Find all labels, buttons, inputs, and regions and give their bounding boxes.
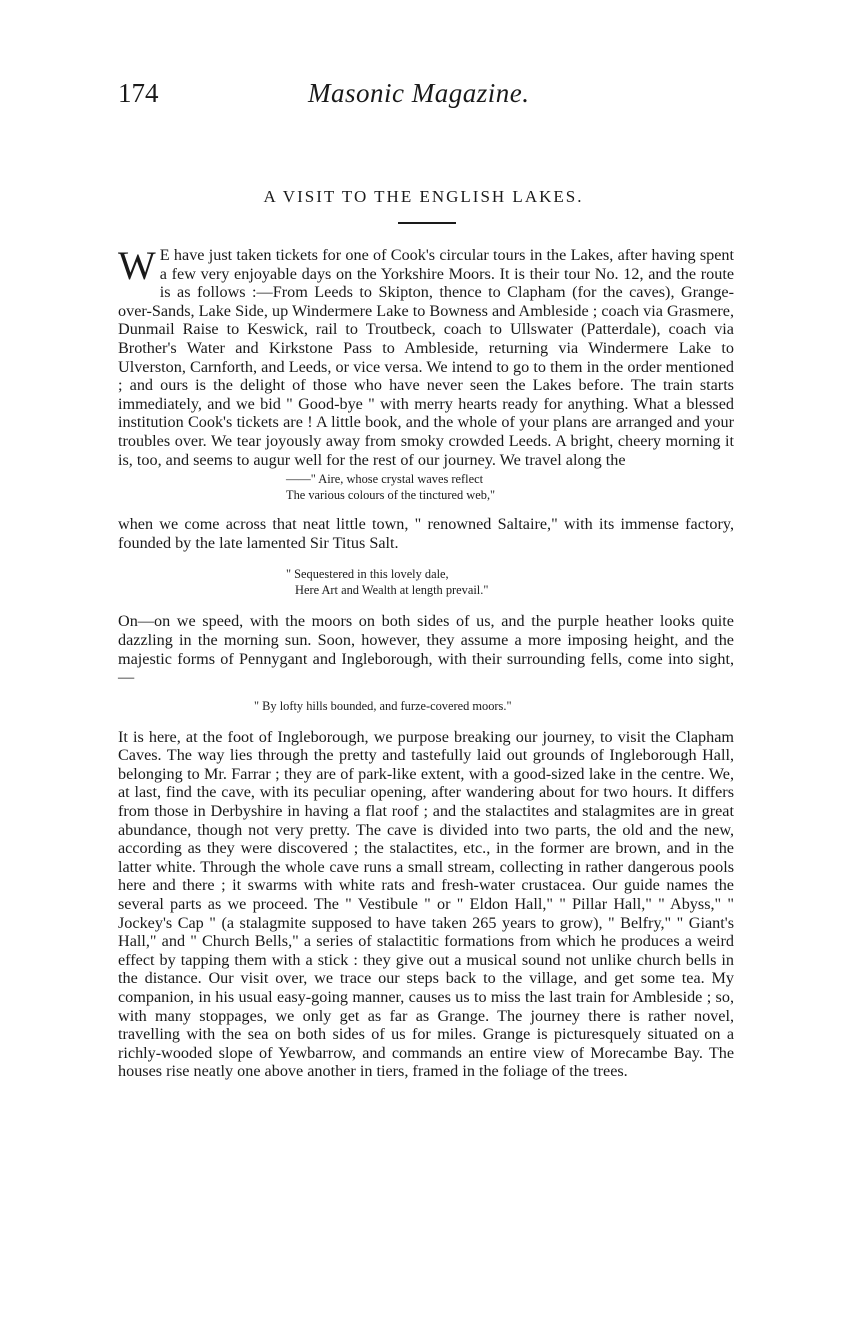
verse-line: ——" Aire, whose crystal waves reflect bbox=[286, 472, 484, 487]
verse-line: " Sequestered in this lovely dale, bbox=[286, 567, 449, 582]
verse-line: " By lofty hills bounded, and furze-covered moors." bbox=[254, 698, 512, 713]
magazine-title: Masonic Magazine. bbox=[308, 78, 530, 108]
article-title: A VISIT TO THE ENGLISH LAKES. bbox=[263, 187, 584, 206]
paragraph-1-text: E have just taken tickets for one of Cook's circular tours in the Lakes, after having spent a few very enjoyable days on the Yorkshire Moors. It is their tour No. 12, and the route is as follows :—From Leeds to Skipton, thence to Clapham (for the caves), Grange-over-Sands, Lake Side, up Windermere Lake to Bowness and Ambleside ; coach via Grasmere, Dunmail Raise to Keswick, rail to Troutbeck, coach to Ullswater (Patterdale), coach via Brother's Water and Kirkstone Pass to Ambleside, returning via Windermere Lake to Ulverston, Carnforth, and Leeds, or vice versa. We intend to go to them in the order mentioned ; and ours is the delight of those who have never seen the Lakes before. The train starts immediately, and we bid " Good-bye " with merry hearts ready for anything. What a blessed institution Cook's tickets are ! A little book, and the whole of your plans are arranged and your troubles over. We tear joyously away from smoky crowded Leeds. A bright, cheery morning it is, too, and seems to augur well for the rest of our journey. We travel along the bbox=[118, 246, 734, 469]
paragraph-2: when we come across that neat little town, " renowned Saltaire," with its immense factory, founded by the late lamented Sir Titus Salt. bbox=[118, 515, 734, 552]
paragraph-4: It is here, at the foot of Ingleborough, we purpose breaking our journey, to visit the Clapham Caves. The way lies through the pretty and tastefully laid out grounds of Ingleborough Hall, belonging to Mr. Farrar ; they are of park-like extent, with a good-sized lake in the centre. We, at last, find the cave, with its peculiar opening, after wandering about for two hours. It differs from those in Derbyshire in having a flat roof ; and the stalactites and stalagmites are in great abundance, though not very pretty. The cave is divided into two parts, the old and the new, according as they were discovered ; the stalactites, etc., in the former are brown, and in the latter white. Through the whole cave runs a small stream, collecting in rather dangerous pools here and there ; it swarms with white rats and fresh-water crustacea. Our guide names the several parts as we proceed. The " Vestibule " or " Eldon Hall," " Pillar Hall," " Abyss," " Jockey's Cap " (a stalagmite supposed to have taken 265 years to grow), " Belfry," " Giant's Hall," and " Church Bells," a series of stalactitic formations from which he produces a weird effect by tapping them with a stick : they give out a musical sound not unlike church bells in the distance. Our visit over, we trace our steps back to the village, and get some tea. My companion, in his usual easy-going manner, causes us to miss the last train for Ambleside ; so, with many stoppages, we only get as far as Grange. The journey there is rather novel, travelling with the sea on both sides of us for miles. Grange is picturesquely situated on a richly-wooded slope of Yewbarrow, and commands an entire view of Morecambe Bay. The houses rise neatly one above another in tiers, framed in the foliage of the trees. bbox=[118, 727, 734, 1081]
verse-saltaire bbox=[286, 566, 734, 598]
article-body bbox=[118, 243, 734, 1081]
verse-moors bbox=[254, 698, 734, 714]
paragraph-3: On—on we speed, with the moors on both sides of us, and the purple heather looks quite dazzling in the morning sun. Soon, however, they assume a more imposing height, and the majestic forms of Pennygant and Ingleborough, with their surrounding fells, come into sight,— bbox=[118, 612, 734, 687]
running-head bbox=[118, 78, 738, 118]
verse-line: The various colours of the tinctured web," bbox=[286, 488, 496, 503]
title-rule bbox=[398, 222, 456, 224]
page-number: 174 bbox=[118, 78, 159, 108]
verse-line: Here Art and Wealth at length prevail." bbox=[295, 583, 489, 598]
paragraph-1 bbox=[118, 243, 734, 469]
drop-cap: W bbox=[118, 243, 156, 288]
verse-aire bbox=[286, 471, 734, 503]
